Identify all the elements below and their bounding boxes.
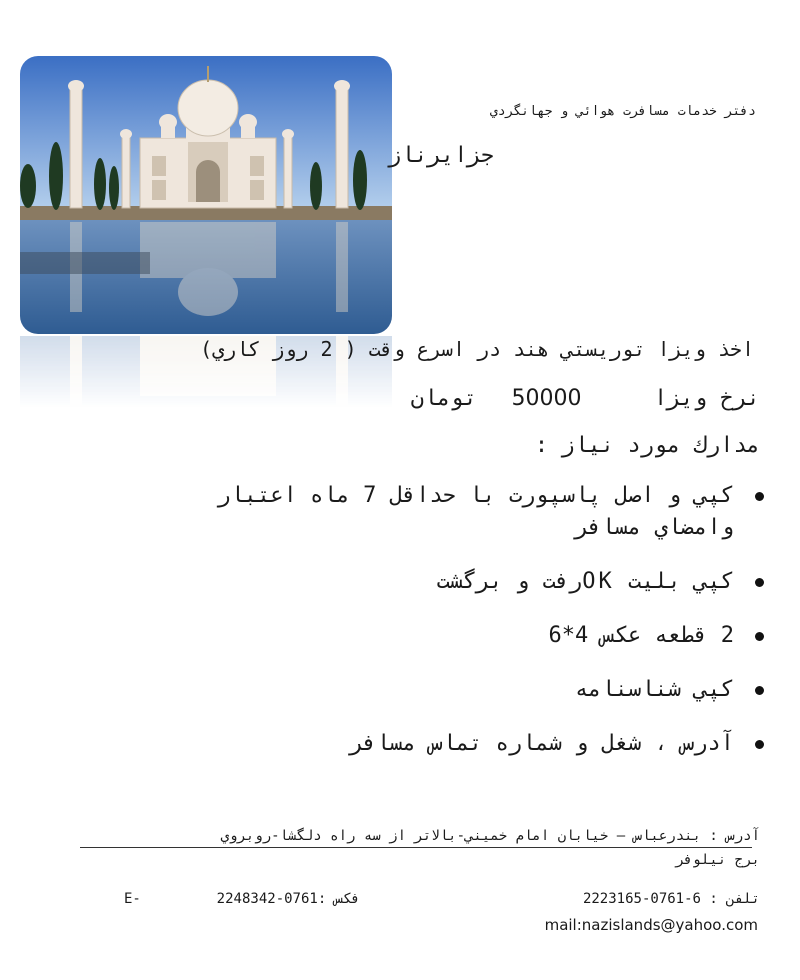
address-underline xyxy=(80,847,752,848)
visa-headline: اخذ ويزا توريستي هند در اسرع وقت ( 2 روز كاري) xyxy=(200,337,754,361)
visa-price xyxy=(411,386,760,411)
price-currency: تومان xyxy=(410,386,478,411)
documents-list xyxy=(94,480,734,760)
address-line-2: برج نيلوفر xyxy=(675,852,760,868)
company-name: جزايرناز xyxy=(388,143,494,168)
documents-title: مدارك مورد نياز : xyxy=(534,433,760,458)
document-item-birth-certificate: كپي شناسنامه xyxy=(94,674,734,706)
email-prefix: E- xyxy=(124,891,141,907)
taj-mahal-photo xyxy=(20,56,392,334)
document-item-ticket: كپي بليت OKرفت و برگشت xyxy=(94,566,734,598)
document-item-contact-info: آدرس ، شغل و شماره تماس مسافر xyxy=(94,728,734,760)
phone-number: تلفن : 6-0761-2223165 xyxy=(582,891,760,907)
document-item-photos: 2 قطعه عكس 4*6 xyxy=(94,620,734,652)
taj-mahal-illustration xyxy=(20,56,392,334)
price-label: نرخ ويزا xyxy=(654,386,760,411)
email-address: mail:nazislands@yahoo.com xyxy=(544,916,758,934)
office-name: دفتر خدمات مسافرت هوائي و جهانگردي xyxy=(489,104,756,119)
document-item-passport: كپي و اصل پاسپورت با حداقل 7 ماه اعتبار وامضاي مسافر xyxy=(214,480,734,544)
address-line-1: آدرس : بندرعباس – خيابان امام خميني-بالاتر از سه راه دلگشا-روبروي xyxy=(220,828,760,844)
fax-number: فكس :0761-2248342 xyxy=(216,891,360,907)
price-amount: 50000 xyxy=(511,386,582,411)
